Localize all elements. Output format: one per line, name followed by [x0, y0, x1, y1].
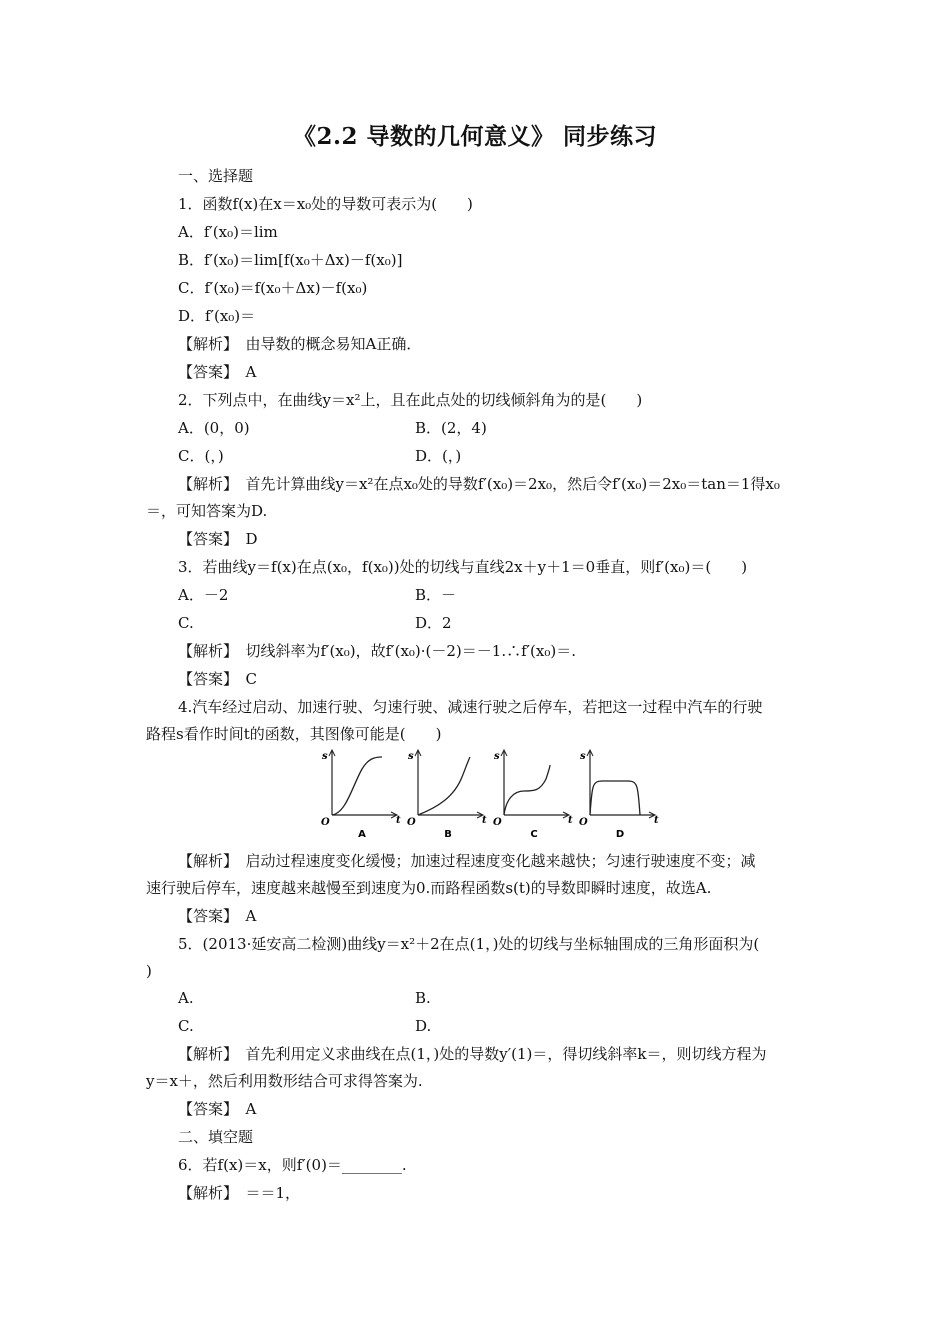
line-q5oa: A.	[178, 989, 194, 1007]
label-s: s	[322, 751, 328, 762]
panel-label-C: C	[530, 829, 538, 839]
label-origin: O	[579, 817, 588, 828]
line-q4b: 路程s看作时间t的函数，其图像可能是( )	[146, 725, 442, 743]
line-q2: 2．下列点中，在曲线y＝x²上，且在此点处的切线倾斜角为的是( )	[178, 391, 643, 409]
panel-label-D: D	[615, 829, 625, 839]
panel-label-A: A	[358, 829, 366, 839]
line-q3: 3．若曲线y＝f(x)在点(x₀，f(x₀))处的切线与直线2x＋y＋1＝0垂直，则f′(x₀)＝( )	[178, 558, 748, 576]
line-q5od: D.	[415, 1017, 432, 1035]
line-q1: 1．函数f(x)在x＝x₀处的导数可表示为( )	[178, 195, 473, 213]
line-q2a: A．(0，0)	[178, 419, 250, 437]
line-q5s1: 【解析】 首先利用定义求曲线在点(1，)处的导数y′(1)＝，得切线斜率k＝，则切线方程为	[178, 1045, 767, 1063]
line-q1k: 【答案】 A	[178, 363, 257, 381]
line-q3c: C.	[178, 614, 194, 632]
line-q6: 6．若f(x)＝x，则f′(0)＝________.	[178, 1156, 407, 1174]
line-q3b: B．－	[415, 586, 457, 604]
line-q1c: C．f′(x₀)＝f(x₀＋Δx)－f(x₀)	[178, 279, 368, 297]
line-q5oc: C.	[178, 1017, 194, 1035]
line-sec2: 二、填空题	[178, 1128, 254, 1146]
line-q4s2: 速行驶后停车，速度越来越慢至到速度为0.而路程函数s(t)的导数即瞬时速度，故选A.	[146, 879, 712, 897]
line-sec1: 一、选择题	[178, 167, 254, 185]
curve-A	[332, 757, 382, 815]
line-q4a: 4.汽车经过启动、加速行驶、匀速行驶、减速行驶之后停车，若把这一过程中汽车的行驶	[178, 698, 763, 716]
line-q3s: 【解析】 切线斜率为f′(x₀)，故f′(x₀)·(－2)＝－1.∴f′(x₀)＝.	[178, 642, 576, 660]
label-s: s	[408, 751, 414, 762]
curve-C	[504, 765, 550, 815]
line-q2d: D．(，)	[415, 447, 462, 465]
line-q2s1: 【解析】 首先计算曲线y＝x²在点x₀处的导数f′(x₀)＝2x₀，然后令f′(x₀)＝2x₀＝tan＝1得x₀	[178, 475, 780, 493]
graph-panel-D	[579, 750, 659, 839]
graph-panel-A	[321, 750, 401, 839]
page-title: 《2.2 导数的几何意义》 同步练习	[292, 123, 658, 150]
line-q5k: 【答案】 A	[178, 1100, 257, 1118]
label-s: s	[580, 751, 586, 762]
graph-panel-B	[407, 750, 487, 839]
line-q1b: B．f′(x₀)＝lim[f(x₀＋Δx)－f(x₀)]	[178, 251, 403, 269]
label-s: s	[494, 751, 500, 762]
label-t: t	[482, 815, 487, 826]
label-t: t	[396, 815, 401, 826]
line-q5b: )	[146, 962, 152, 980]
line-q2s2: ＝，可知答案为D.	[146, 502, 268, 520]
line-q1a: A．f′(x₀)＝lim	[178, 223, 278, 241]
label-origin: O	[407, 817, 416, 828]
line-q4s1: 【解析】 启动过程速度变化缓慢；加速过程速度变化越来越快；匀速行驶速度不变；减	[178, 852, 756, 870]
line-q2c: C．(，)	[178, 447, 224, 465]
line-q5s2: y＝x＋，然后利用数形结合可求得答案为.	[146, 1072, 423, 1090]
line-q5ob: B.	[415, 989, 431, 1007]
label-origin: O	[493, 817, 502, 828]
line-q2b: B．(2，4)	[415, 419, 487, 437]
line-q1d: D．f′(x₀)＝	[178, 307, 256, 325]
curve-D	[590, 781, 640, 815]
label-t: t	[654, 815, 659, 826]
line-q3d: D．2	[415, 614, 452, 632]
curve-B	[418, 757, 470, 815]
line-q6s: 【解析】 ＝＝1，	[178, 1184, 301, 1202]
line-q3a: A．－2	[178, 586, 229, 604]
line-q5a: 5．(2013·延安高二检测)曲线y＝x²＋2在点(1，)处的切线与坐标轴围成的三角形面积为(	[178, 935, 760, 953]
line-q3k: 【答案】 C	[178, 670, 257, 688]
label-origin: O	[321, 817, 330, 828]
line-q1s: 【解析】 由导数的概念易知A正确．	[178, 335, 422, 353]
line-q4k: 【答案】 A	[178, 907, 257, 925]
motion-graphs-figure	[318, 747, 663, 839]
label-t: t	[568, 815, 573, 826]
graph-panel-C	[493, 750, 573, 839]
panel-label-B: B	[444, 829, 452, 839]
line-q2k: 【答案】 D	[178, 530, 258, 548]
